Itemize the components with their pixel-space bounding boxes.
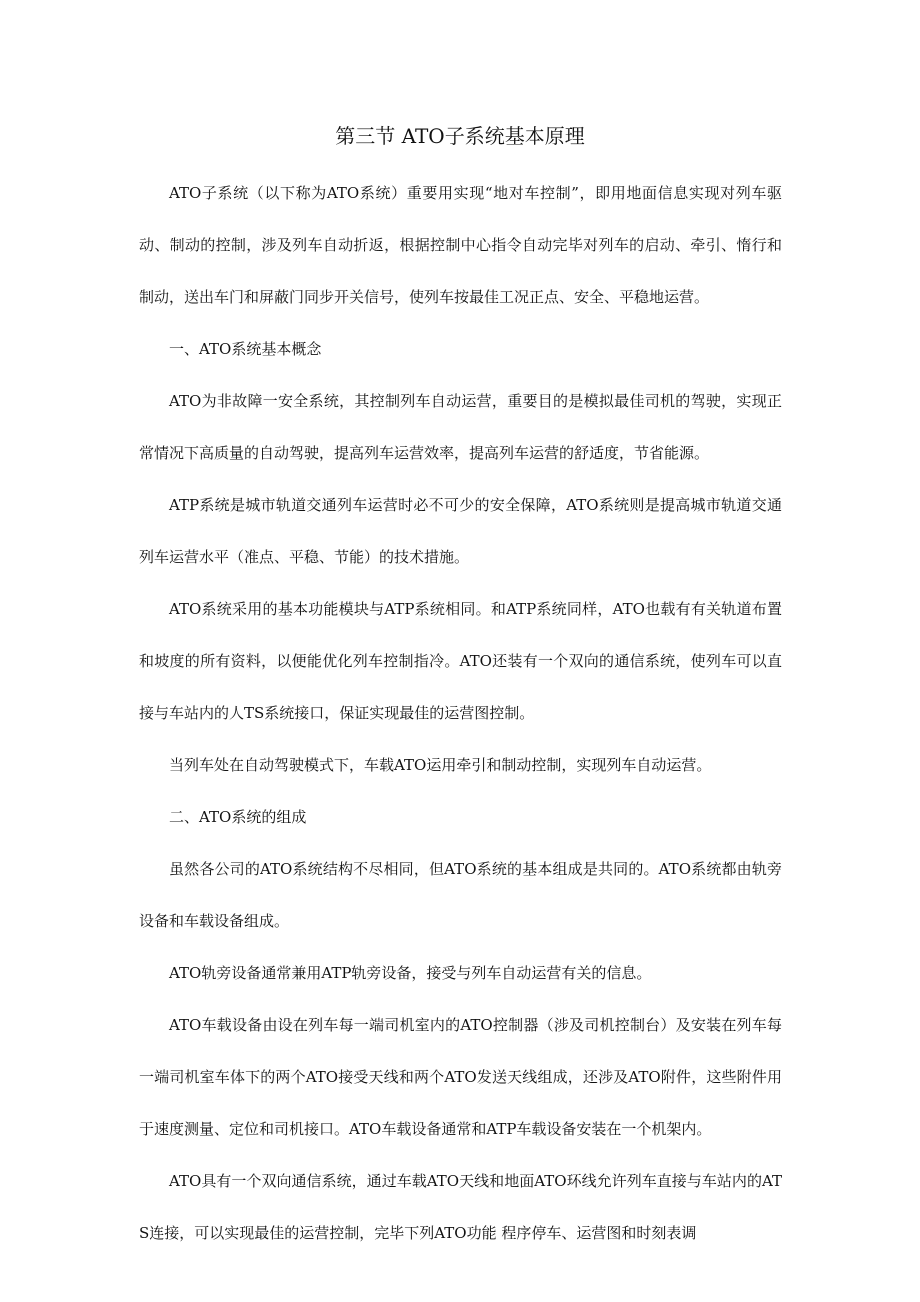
document-body [139, 167, 782, 1259]
paragraph-intro: ATO子系统（以下称为ATO系统）重要用实现“地对车控制”，即用地面信息实现对列车驱动、制动的控制，涉及列车自动折返，根据控制中心指令自动完毕对列车的启动、牵引、惰行和制动，送出车门和屏蔽门同步开关信号，使列车按最佳工况正点、安全、平稳地运营。 [139, 184, 782, 306]
paragraph-ato-concept: ATO为非故障一安全系统，其控制列车自动运营，重要目的是模拟最佳司机的驾驶，实现正常情况下高质量的自动驾驶，提高列车运营效率，提高列车运营的舒适度，节省能源。 [139, 392, 782, 462]
paragraph-function-modules: ATO系统采用的基本功能模块与ATP系统相同。和ATP系统同样，ATO也载有有关轨道布置和坡度的所有资料，以便能优化列车控制指冷。ATO还装有一个双向的通信系统，使列车可以直接与车站内的人TS系统接口，保证实现最佳的运营图控制。 [139, 600, 782, 722]
section-title: 第三节 ATO子系统基本原理 [335, 124, 585, 148]
heading-composition: 二、ATO系统的组成 [169, 808, 307, 826]
heading-basic-concept: 一、ATO系统基本概念 [169, 340, 322, 358]
paragraph-atp-vs-ato: ATP系统是城市轨道交通列车运营时必不可少的安全保障，ATO系统则是提高城市轨道交通列车运营水平（准点、平稳、节能）的技术措施。 [139, 496, 782, 566]
paragraph-trackside: ATO轨旁设备通常兼用ATP轨旁设备，接受与列车自动运营有关的信息。 [169, 964, 652, 982]
paragraph-composition: 虽然各公司的ATO系统结构不尽相同，但ATO系统的基本组成是共同的。ATO系统都由轨旁设备和车载设备组成。 [139, 860, 782, 930]
paragraph-onboard: ATO车载设备由设在列车每一端司机室内的ATO控制器（涉及司机控制台）及安装在列车每一端司机室车体下的两个ATO接受天线和两个ATO发送天线组成，还涉及ATO附件，这些附件用于速度测量、定位和司机接口。ATO车载设备通常和ATP车载设备安装在一个机架内。 [139, 1016, 782, 1138]
paragraph-auto-mode: 当列车处在自动驾驶模式下，车载ATO运用牵引和制动控制，实现列车自动运营。 [169, 756, 712, 774]
paragraph-communication: ATO具有一个双向通信系统，通过车载ATO天线和地面ATO环线允许列车直接与车站内的ATS连接，可以实现最佳的运营控制，完毕下列ATO功能 程序停车、运营图和时刻表调 [139, 1172, 782, 1242]
